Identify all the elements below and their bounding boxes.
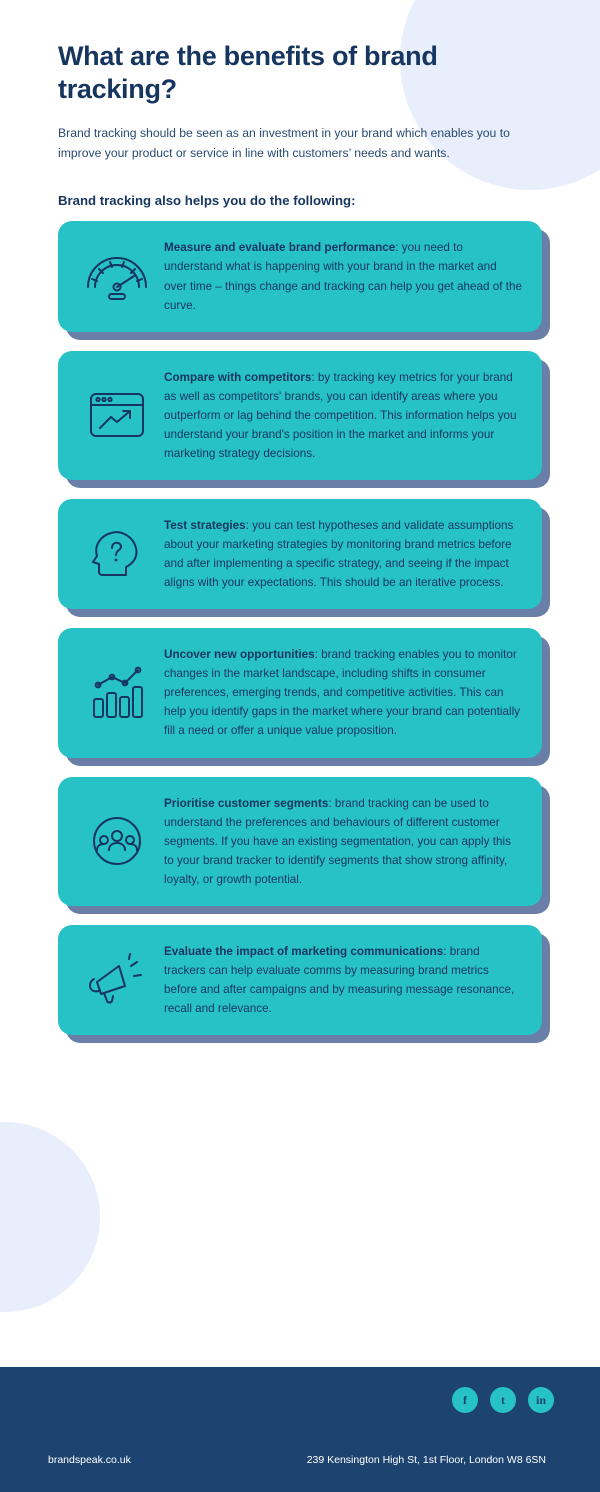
- benefit-card-text: [160, 516, 522, 592]
- benefit-card-text: [160, 368, 522, 463]
- linkedin-icon[interactable]: in: [528, 1387, 554, 1413]
- benefit-card-lead: Prioritise customer segments: [164, 796, 329, 810]
- benefit-card-body-text: : brand tracking enables you to monitor changes in the market landscape, including shifts in consumer preferences, emerging trends, and competitive activities. This can help you identify gaps in the market where your brand can potentially fill a need or offer a unique value proposition.: [164, 648, 521, 738]
- benefit-card-body: [58, 925, 542, 1035]
- benefit-card-body-text: : brand trackers can help evaluate comms by measuring brand metrics before and after campaigns and by measuring message resonance, recall and relevance.: [164, 944, 515, 1016]
- speedometer-gauge-icon: [74, 241, 160, 313]
- head-question-mark-icon: [74, 518, 160, 590]
- decorative-blob-bottom-left: [0, 1122, 100, 1312]
- benefit-card: [58, 221, 542, 331]
- benefit-card: [58, 628, 542, 757]
- benefit-card: [58, 351, 542, 480]
- benefit-card-body: [58, 499, 542, 609]
- benefit-card-text: [160, 794, 522, 889]
- footer-website[interactable]: brandspeak.co.uk: [48, 1454, 131, 1466]
- benefit-card-lead: Test strategies: [164, 518, 246, 532]
- footer-bottom-bar: [0, 1454, 600, 1466]
- section-subheading: Brand tracking also helps you do the following:: [58, 193, 356, 209]
- intro-paragraph: Brand tracking should be seen as an investment in your brand which enables you to improve your product or service in line with customers’ needs and wants.: [58, 125, 510, 160]
- footer-address: 239 Kensington High St, 1st Floor, London W8 6SN: [306, 1454, 546, 1466]
- benefit-card: [58, 777, 542, 906]
- benefit-card-body: [58, 628, 542, 757]
- benefit-card-list: [58, 221, 542, 1035]
- benefit-card-body-text: : you need to understand what is happening with your brand in the market and over time – things change and tracking can help you get ahead of the curve.: [164, 241, 523, 312]
- benefit-card-body-text: : by tracking key metrics for your brand as well as competitors' brands, you can identify areas where you outperform or lag behind the competition. This information helps you understand your brand's position in the market and informs your marketing strategy decisions.: [164, 370, 517, 460]
- page-footer: [0, 1367, 600, 1492]
- page-title: What are the benefits of brand tracking?: [58, 41, 438, 104]
- benefit-card-body: [58, 777, 542, 906]
- benefit-card-lead: Evaluate the impact of marketing communications: [164, 944, 444, 958]
- benefit-card-text: [160, 238, 522, 314]
- benefit-card-body: [58, 221, 542, 331]
- megaphone-icon: [74, 944, 160, 1016]
- benefit-card: [58, 925, 542, 1035]
- bar-chart-growth-icon: [74, 657, 160, 729]
- browser-window-chart-icon: [74, 379, 160, 451]
- benefit-card-lead: Measure and evaluate brand performance: [164, 241, 396, 255]
- benefit-card: [58, 499, 542, 609]
- benefit-card-text: [160, 942, 522, 1018]
- facebook-icon[interactable]: f: [452, 1387, 478, 1413]
- benefit-card-body-text: : you can test hypotheses and validate assumptions about your marketing strategies by monitoring brand metrics before and after implementing a specific strategy, and seeing if the impact aligns with your expectations. This should be an iterative process.: [164, 518, 514, 590]
- benefit-card-lead: Uncover new opportunities: [164, 648, 315, 662]
- social-links: [452, 1387, 554, 1413]
- benefit-card-text: [160, 645, 522, 740]
- people-group-circle-icon: [74, 805, 160, 877]
- benefit-card-body-text: : brand tracking can be used to understand the preferences and behaviours of different customer segments. If you have an existing segmentation, you can apply this to your brand tracker to identify segments that show strong affinity, loyalty, or growth potential.: [164, 796, 511, 886]
- benefit-card-lead: Compare with competitors: [164, 370, 312, 384]
- twitter-icon[interactable]: t: [490, 1387, 516, 1413]
- benefit-card-body: [58, 351, 542, 480]
